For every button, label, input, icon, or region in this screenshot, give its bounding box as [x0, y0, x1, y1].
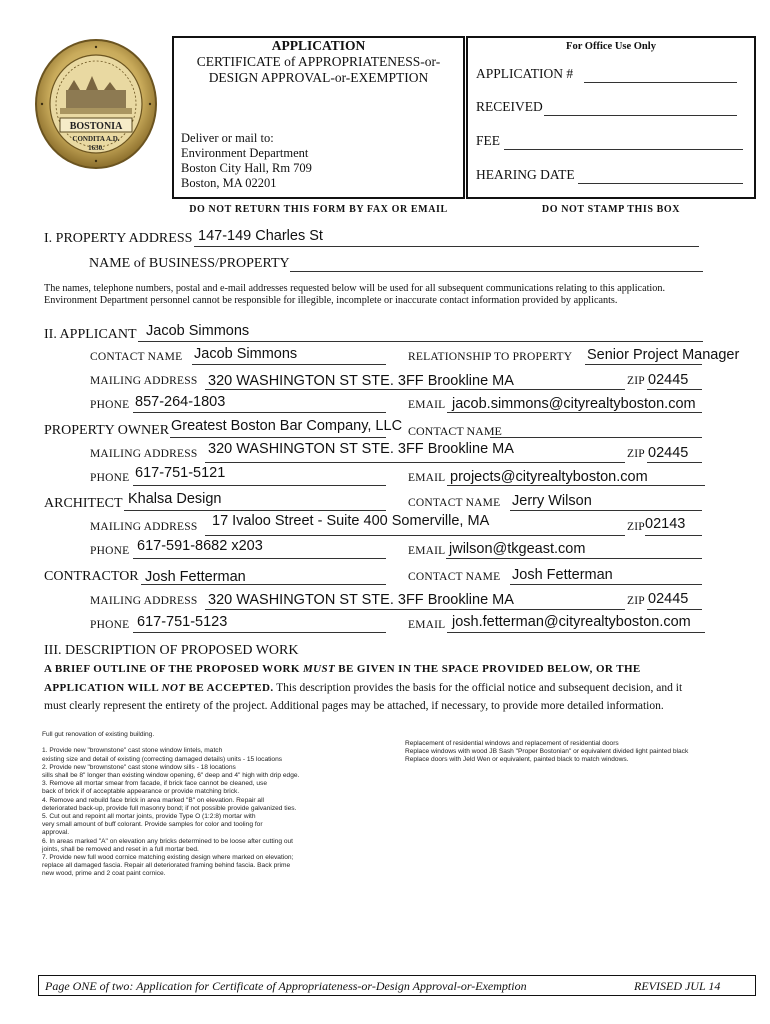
applicant-zip-field[interactable]: 02445	[648, 372, 689, 388]
contractor-label: CONTRACTOR	[44, 569, 139, 584]
work-description-right[interactable]: Replacement of residential windows and replacement of residential doors Replace windows with wood JB Sash "Proper Bostonian" or equivalent divided light painted black Replace doors with Jeld Wen or equivalent, painted black to match windows.	[405, 740, 689, 764]
owner-zip-label: ZIP	[627, 448, 645, 460]
applicant-name-field[interactable]: Jacob Simmons	[146, 323, 250, 339]
owner-zip-field[interactable]: 02445	[648, 445, 689, 461]
seal-name: BOSTONIA	[69, 121, 123, 132]
owner-phone-field[interactable]: 617-751-5121	[135, 465, 226, 481]
contractor-mailing-label: MAILING ADDRESS	[90, 595, 198, 607]
work-instr-not: NOT	[161, 682, 186, 694]
architect-mailing-line	[205, 535, 625, 536]
no-fax-notice: DO NOT RETURN THIS FORM BY FAX OR EMAIL	[189, 204, 448, 215]
contractor-phone-label: PHONE	[90, 619, 130, 631]
owner-mailing-line	[205, 462, 625, 463]
applicant-contact-field[interactable]: Jacob Simmons	[194, 346, 298, 362]
contractor-phone-field[interactable]: 617-751-5123	[137, 614, 228, 630]
applicant-zip-label: ZIP	[627, 375, 645, 387]
owner-name-field[interactable]: Greatest Boston Bar Company, LLC	[171, 418, 403, 434]
applicant-mailing-label: MAILING ADDRESS	[90, 375, 198, 387]
applicant-phone-label: PHONE	[90, 399, 130, 411]
property-address-label: I. PROPERTY ADDRESS	[44, 231, 193, 246]
applicant-relationship-label: RELATIONSHIP TO PROPERTY	[408, 351, 573, 363]
footer-page-label: Page ONE of two: Application for Certificate of Appropriateness-or-Design Approval-or-Exemption	[45, 979, 527, 993]
applicant-relationship-line	[585, 364, 702, 365]
contractor-contact-line	[510, 584, 702, 585]
contractor-email-field[interactable]: josh.fetterman@cityrealtyboston.com	[452, 614, 691, 630]
work-instr-must: MUST	[302, 663, 336, 675]
owner-mailing-label: MAILING ADDRESS	[90, 448, 198, 460]
work-heading: III. DESCRIPTION OF PROPOSED WORK	[44, 643, 299, 658]
applicant-contact-line	[192, 364, 386, 365]
business-name-line	[290, 271, 703, 272]
applicant-mailing-field[interactable]: 320 WASHINGTON ST STE. 3FF Brookline MA	[208, 373, 514, 389]
application-subtitle-2: DESIGN APPROVAL-or-EXEMPTION	[208, 70, 429, 85]
contractor-name-field[interactable]: Josh Fetterman	[145, 569, 246, 585]
work-instr-a: A BRIEF OUTLINE OF THE PROPOSED WORK	[44, 663, 303, 675]
deliver-addr1: Boston City Hall, Rm 709	[181, 161, 312, 175]
architect-email-line	[446, 558, 702, 559]
seal-condita: CONDITA A.D.	[72, 135, 120, 143]
owner-mailing-field[interactable]: 320 WASHINGTON ST STE. 3FF Brookline MA	[208, 441, 514, 457]
work-instructions-line-1	[44, 663, 641, 675]
contractor-email-line	[447, 632, 705, 633]
application-title: APPLICATION	[271, 38, 366, 53]
contractor-zip-field[interactable]: 02445	[648, 591, 689, 607]
architect-zip-line	[645, 535, 702, 536]
work-description-left[interactable]: Full gut renovation of existing building. 1. Provide new "brownstone" cast stone window lintels, match existing size and detail of existing (correcting damaged details) units - 15 locations 2. Provide new "brownstone" cast stone window sills - 18 locations sills shall be 8" longer than existing window opening, 6" deep and 4" high with drip edge. 3. Remove all mortar smear from facade, if brick face cannot be cleaned, use back of brick if of acceptable appearance or provide matching brick. 4. Remove and rebuild face brick in area marked "B" on elevation. Repair all deteriorated back-up, provide full masonry bond; if not possible provide galvanized ties. 5. Cut out and repoint all mortar joints, provide Type O (1:2:8) mortar with very small amount of buff colorant. Provide samples for color and tooling for approval. 6. In areas marked "A" on elevation any bricks determined to be loose after cutting out joints, shall be removed and reset in a full mortar bed. 7. Provide new full wood cornice matching existing design where marked on elevation; replace all damaged fascia. Repair all deteriorated framing behind fascia. Back prime new wood, prime and 2 coat paint cornice.	[42, 731, 300, 878]
architect-contact-label: CONTACT NAME	[408, 497, 501, 509]
property-address-field[interactable]: 147-149 Charles St	[198, 228, 323, 244]
application-number-line[interactable]	[584, 82, 737, 83]
no-stamp-notice: DO NOT STAMP THIS BOX	[541, 204, 681, 215]
work-instructions-line-3: must clearly represent the entirety of the project. Additional pages may be attached, if necessary, to provide more detailed information.	[44, 700, 664, 712]
work-instr-c: APPLICATION WILL	[44, 682, 162, 694]
office-use-title: For Office Use Only	[566, 41, 656, 52]
architect-label: ARCHITECT	[44, 496, 123, 511]
applicant-email-line	[447, 412, 702, 413]
architect-zip-field[interactable]: 02143	[645, 516, 686, 532]
hearing-date-line[interactable]	[578, 183, 743, 184]
owner-email-line	[447, 485, 705, 486]
deliver-dept: Environment Department	[181, 146, 309, 160]
received-label: RECEIVED	[476, 99, 543, 114]
applicant-mailing-line	[205, 389, 625, 390]
work-instructions-line-2	[44, 682, 682, 694]
applicant-zip-line	[647, 389, 702, 390]
owner-contact-label: CONTACT NAME	[408, 424, 502, 438]
contractor-contact-label: CONTACT NAME	[408, 571, 501, 583]
notice-line-1: The names, telephone numbers, postal and e-mail addresses requested below will be used for all subsequent communications relating to this application.	[44, 283, 665, 294]
owner-email-label: EMAIL	[408, 472, 446, 484]
applicant-line	[138, 341, 703, 342]
owner-zip-line	[647, 462, 702, 463]
fee-label: FEE	[476, 133, 501, 148]
owner-phone-line	[133, 485, 386, 486]
applicant-relationship-field[interactable]: Senior Project Manager	[587, 347, 740, 363]
architect-contact-line	[510, 510, 702, 511]
owner-line	[170, 437, 386, 438]
architect-mailing-field[interactable]: 17 Ivaloo Street - Suite 400 Somerville, MA	[212, 513, 490, 529]
architect-name-field[interactable]: Khalsa Design	[128, 491, 222, 507]
contractor-zip-line	[647, 609, 702, 610]
architect-mailing-label: MAILING ADDRESS	[90, 521, 198, 533]
architect-email-field[interactable]: jwilson@tkgeast.com	[449, 541, 586, 557]
hearing-date-label: HEARING DATE	[476, 167, 575, 182]
owner-label: PROPERTY OWNER	[44, 423, 170, 438]
seal-year: 1630.	[88, 144, 104, 152]
received-line[interactable]	[544, 115, 737, 116]
architect-phone-line	[133, 558, 386, 559]
architect-email-label: EMAIL	[408, 545, 446, 557]
application-number-label: APPLICATION #	[476, 66, 574, 81]
business-name-label: NAME of BUSINESS/PROPERTY	[89, 256, 290, 271]
work-instr-e: This description provides the basis for the official notice and subsequent decision, and it	[273, 682, 683, 694]
contractor-mailing-field[interactable]: 320 WASHINGTON ST STE. 3FF Brookline MA	[208, 592, 514, 608]
architect-contact-field[interactable]: Jerry Wilson	[512, 493, 592, 509]
notice-line-2: Environment Department personnel cannot be responsible for illegible, incomplete or inaccurate contact information provided by applicants.	[44, 295, 618, 306]
application-subtitle-1: CERTIFICATE of APPROPRIATENESS-or-	[196, 54, 441, 69]
owner-phone-label: PHONE	[90, 472, 130, 484]
contractor-contact-field[interactable]: Josh Fetterman	[512, 567, 613, 583]
architect-zip-label: ZIP	[627, 521, 645, 533]
owner-email-field[interactable]: projects@cityrealtyboston.com	[450, 469, 648, 485]
contractor-phone-line	[133, 632, 386, 633]
fee-line[interactable]	[504, 149, 743, 150]
architect-line	[124, 510, 386, 511]
work-instr-b: BE GIVEN IN THE SPACE PROVIDED BELOW, OR THE	[335, 663, 641, 675]
applicant-label: II. APPLICANT	[44, 327, 137, 342]
architect-phone-label: PHONE	[90, 545, 130, 557]
boston-city-seal	[34, 38, 158, 170]
deliver-label: Deliver or mail to:	[181, 131, 274, 145]
work-instr-d: BE ACCEPTED.	[185, 682, 274, 694]
contractor-email-label: EMAIL	[408, 619, 446, 631]
contractor-zip-label: ZIP	[627, 595, 645, 607]
owner-contact-line	[490, 437, 702, 438]
applicant-phone-line	[133, 412, 386, 413]
applicant-phone-field[interactable]: 857-264-1803	[135, 394, 226, 410]
applicant-contact-label: CONTACT NAME	[90, 351, 183, 363]
applicant-email-field[interactable]: jacob.simmons@cityrealtyboston.com	[452, 396, 696, 412]
property-address-line	[194, 246, 699, 247]
footer-revised: REVISED JUL 14	[634, 979, 721, 993]
contractor-mailing-line	[205, 609, 625, 610]
applicant-email-label: EMAIL	[408, 399, 446, 411]
deliver-addr2: Boston, MA 02201	[181, 176, 277, 190]
architect-phone-field[interactable]: 617-591-8682 x203	[137, 538, 263, 554]
